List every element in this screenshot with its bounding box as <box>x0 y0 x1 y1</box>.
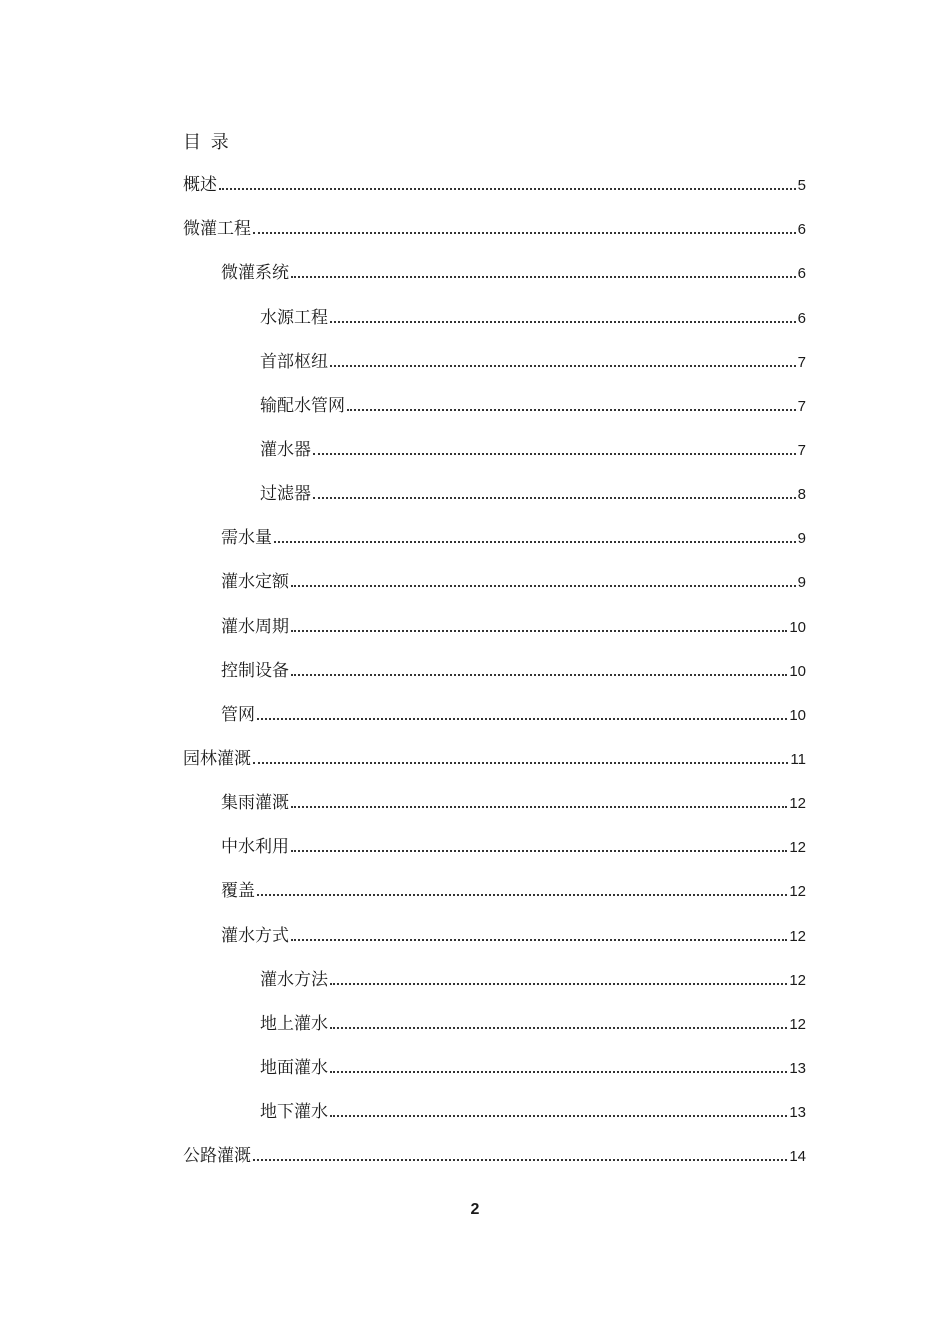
toc-entry-page: 13 <box>789 1059 806 1077</box>
toc-entry[interactable] <box>183 251 806 295</box>
toc-entry-line <box>221 262 806 285</box>
dot-leader <box>291 806 787 808</box>
toc-entry-line <box>260 1057 806 1080</box>
toc-title: 目 录 <box>183 132 231 153</box>
toc-entry-text: 输配水管网 <box>260 395 345 416</box>
toc-entry-page: 10 <box>789 618 806 636</box>
toc-entry-page: 7 <box>797 353 806 371</box>
toc-entry-line <box>221 616 806 639</box>
toc-entry-text: 地下灌水 <box>260 1102 328 1123</box>
toc-entry-page: 5 <box>797 177 806 195</box>
toc-entry[interactable] <box>183 163 806 207</box>
toc-entry[interactable] <box>183 958 806 1002</box>
dot-leader <box>253 232 796 234</box>
dot-leader <box>257 718 787 720</box>
toc-entry[interactable] <box>183 693 806 737</box>
toc-entry-page: 12 <box>789 839 806 857</box>
dot-leader <box>330 1115 787 1117</box>
dot-leader <box>291 939 787 941</box>
toc-entry-text: 微灌系统 <box>221 263 289 284</box>
toc-entry[interactable] <box>183 384 806 428</box>
toc-entry-line <box>260 395 806 418</box>
toc-entry-page: 12 <box>789 1015 806 1033</box>
dot-leader <box>291 276 796 278</box>
toc-entry-page: 6 <box>797 265 806 283</box>
toc-entry-text: 覆盖 <box>221 881 255 902</box>
toc-entry-page: 12 <box>789 971 806 989</box>
toc-entry-text: 集雨灌溉 <box>221 793 289 814</box>
dot-leader <box>253 1159 787 1161</box>
toc-entry-text: 中水利用 <box>221 837 289 858</box>
toc-entry-text: 地面灌水 <box>260 1057 328 1078</box>
toc-entry-line <box>183 174 806 197</box>
toc-entry-line <box>260 969 806 992</box>
toc-entry-line <box>260 1101 806 1124</box>
toc-entry-text: 水源工程 <box>260 307 328 328</box>
toc-entry-page: 12 <box>789 795 806 813</box>
toc-entry-text: 微灌工程 <box>183 219 251 240</box>
toc-entry-line <box>260 1013 806 1036</box>
toc-entry-line <box>221 704 806 727</box>
toc-entry[interactable] <box>183 472 806 516</box>
toc-entry-line <box>260 439 806 462</box>
toc-entry-text: 灌水定额 <box>221 572 289 593</box>
dot-leader <box>330 983 787 985</box>
toc-list <box>183 163 806 1178</box>
toc-entry-page: 9 <box>797 530 806 548</box>
toc-entry-page: 9 <box>797 574 806 592</box>
toc-entry[interactable] <box>183 1046 806 1090</box>
dot-leader <box>257 894 787 896</box>
toc-entry-page: 8 <box>797 486 806 504</box>
toc-entry-text: 首部枢纽 <box>260 351 328 372</box>
dot-leader <box>253 762 788 764</box>
toc-entry[interactable] <box>183 825 806 869</box>
toc-entry-page: 12 <box>789 927 806 945</box>
toc-entry[interactable] <box>183 1090 806 1134</box>
dot-leader <box>291 630 787 632</box>
toc-entry-page: 6 <box>797 221 806 239</box>
toc-entry-text: 过滤器 <box>260 484 311 505</box>
toc-entry[interactable] <box>183 207 806 251</box>
toc-entry[interactable] <box>183 295 806 339</box>
dot-leader <box>330 1071 787 1073</box>
toc-entry-text: 控制设备 <box>221 660 289 681</box>
toc-entry[interactable] <box>183 560 806 604</box>
toc-entry-text: 管网 <box>221 704 255 725</box>
toc-entry-page: 12 <box>789 883 806 901</box>
toc-entry[interactable] <box>183 649 806 693</box>
toc-entry-page: 7 <box>797 397 806 415</box>
toc-entry-page: 11 <box>790 750 806 768</box>
toc-entry-line <box>260 307 806 330</box>
dot-leader <box>291 674 787 676</box>
toc-entry-line <box>221 836 806 859</box>
toc-entry-line <box>221 527 806 550</box>
dot-leader <box>291 585 796 587</box>
toc-entry-line <box>221 880 806 903</box>
dot-leader <box>274 541 796 543</box>
toc-entry-text: 园林灌溉 <box>183 748 251 769</box>
dot-leader <box>313 453 796 455</box>
dot-leader <box>330 321 796 323</box>
toc-entry[interactable] <box>183 869 806 913</box>
toc-entry-line <box>260 483 806 506</box>
toc-entry[interactable] <box>183 1002 806 1046</box>
toc-entry[interactable] <box>183 428 806 472</box>
toc-entry[interactable] <box>183 1134 806 1178</box>
dot-leader <box>219 188 796 190</box>
toc-entry-page: 14 <box>789 1148 806 1166</box>
page-number: 2 <box>470 1201 480 1218</box>
toc-entry-text: 地上灌水 <box>260 1013 328 1034</box>
toc-entry[interactable] <box>183 781 806 825</box>
dot-leader <box>330 365 796 367</box>
toc-entry-text: 灌水方式 <box>221 925 289 946</box>
toc-entry[interactable] <box>183 913 806 957</box>
toc-entry-line <box>183 1145 806 1168</box>
toc-entry-page: 10 <box>789 662 806 680</box>
toc-entry-text: 需水量 <box>221 528 272 549</box>
dot-leader <box>330 1027 787 1029</box>
toc-entry[interactable] <box>183 604 806 648</box>
dot-leader <box>313 497 796 499</box>
dot-leader <box>347 409 796 411</box>
toc-entry[interactable] <box>183 516 806 560</box>
toc-entry-line <box>221 925 806 948</box>
toc-entry-line <box>221 660 806 683</box>
toc-entry-line <box>183 218 806 241</box>
toc-entry[interactable] <box>183 737 806 781</box>
toc-entry-line <box>260 351 806 374</box>
toc-entry-text: 灌水器 <box>260 439 311 460</box>
toc-entry-text: 公路灌溉 <box>183 1146 251 1167</box>
toc-entry-text: 灌水方法 <box>260 969 328 990</box>
toc-entry-line <box>183 748 806 771</box>
dot-leader <box>291 850 787 852</box>
toc-entry-page: 6 <box>797 309 806 327</box>
toc-entry-text: 灌水周期 <box>221 616 289 637</box>
toc-entry-page: 10 <box>789 706 806 724</box>
toc-entry-page: 7 <box>797 441 806 459</box>
toc-entry-text: 概述 <box>183 175 217 196</box>
toc-entry-page: 13 <box>789 1104 806 1122</box>
toc-entry-line <box>221 571 806 594</box>
toc-entry-line <box>221 792 806 815</box>
toc-entry[interactable] <box>183 340 806 384</box>
